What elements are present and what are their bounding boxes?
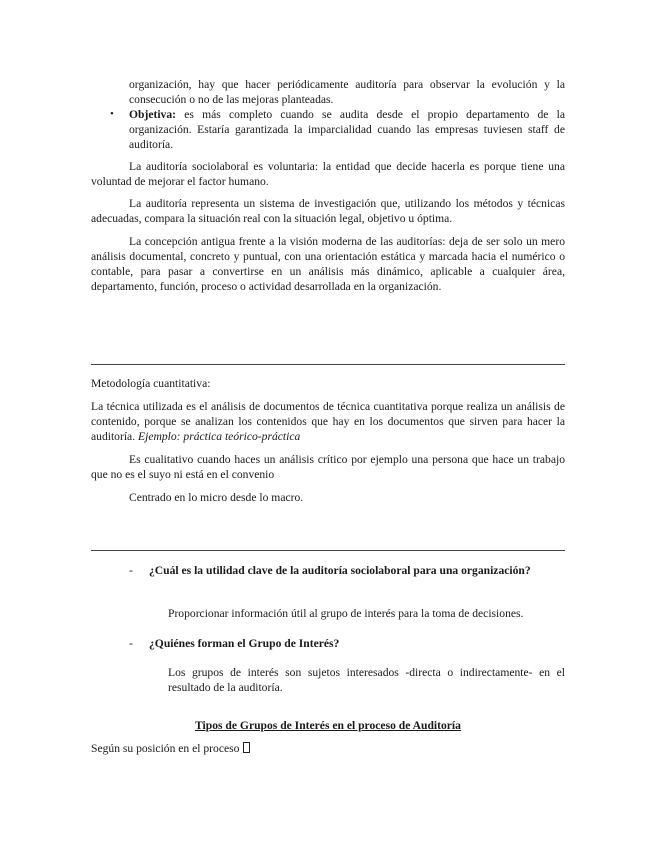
section-divider bbox=[91, 364, 565, 365]
paragraph-text bbox=[91, 741, 565, 756]
section-divider bbox=[91, 550, 565, 551]
question-grupo bbox=[129, 636, 565, 651]
heading-tipos: Tipos de Grupos de Interés en el proceso de Auditoría bbox=[195, 719, 461, 732]
dash-marker: - bbox=[129, 637, 133, 650]
bullet-body: es más completo cuando se audita desde el propio departamento de la organización. Estaría garantizada la imparcialidad cuando las empresas tuviesen staff de auditoría. bbox=[129, 108, 565, 151]
bullet-label: Objetiva: bbox=[129, 108, 177, 121]
continuation-text: organización, hay que hacer periódicamente auditoría para observar la evolución y la consecución o no de las mejoras planteadas. bbox=[129, 78, 565, 106]
question-text: ¿Quiénes forman el Grupo de Interés? bbox=[149, 637, 340, 650]
continuation-paragraph bbox=[129, 77, 565, 107]
paragraph-text: La auditoría representa un sistema de investigación que, utilizando los métodos y técnicas adecuadas, compara la situación real con la situación legal, objetivo u óptima. bbox=[91, 197, 565, 225]
bullet-icon: • bbox=[110, 108, 114, 120]
answer-grupo bbox=[168, 665, 565, 695]
bullet-item-objetiva bbox=[110, 107, 565, 152]
dash-marker: - bbox=[129, 564, 133, 577]
question-text: ¿Cuál es la utilidad clave de la auditoría sociolaboral para una organización? bbox=[149, 564, 531, 577]
paragraph-posicion bbox=[91, 741, 565, 756]
paragraph-text: Centrado en lo micro desde lo macro. bbox=[129, 491, 304, 504]
paragraph-body: La técnica utilizada es el análisis de documentos de técnica cuantitativa porque realiza un análisis de contenido, porque se analizan los contenidos que hay en los documentos que sirven para hacer la auditoría. bbox=[91, 400, 565, 443]
paragraph-centrado bbox=[91, 490, 565, 505]
paragraph-voluntaria bbox=[91, 159, 565, 189]
paragraph-body: Según su posición en el proceso bbox=[91, 742, 240, 755]
answer-utilidad bbox=[168, 606, 565, 621]
section-title-metodologia bbox=[91, 376, 565, 391]
paragraph-text: La auditoría sociolaboral es voluntaria: la entidad que decide hacerla es porque tiene una voluntad de mejorar el factor humano. bbox=[91, 160, 565, 188]
paragraph-text: La concepción antigua frente a la visión moderna de las auditorías: deja de ser solo un mero análisis documental, concreto y puntual, con una orientación estática y marcada hacia el numérico o contable, para pasar a convertirse en un análisis más dinámico, aplicable a cualquier área, departamento, función, proceso o actividad desarrollada en la organización. bbox=[91, 235, 565, 293]
checkbox-glyph-icon bbox=[243, 742, 250, 753]
paragraph-concepcion bbox=[91, 234, 565, 294]
paragraph-text bbox=[91, 399, 565, 444]
question-utilidad bbox=[129, 563, 565, 578]
example-italic: Ejemplo: práctica teórico-práctica bbox=[138, 430, 301, 443]
bullet-text bbox=[129, 107, 565, 152]
paragraph-sistema bbox=[91, 196, 565, 226]
paragraph-text: Es cualitativo cuando haces un análisis crítico por ejemplo una persona que hace un trabajo que no es el suyo ni está en el convenio bbox=[91, 453, 565, 481]
section-title: Metodología cuantitativa: bbox=[91, 377, 211, 390]
answer-text: Proporcionar información útil al grupo de interés para la toma de decisiones. bbox=[168, 607, 524, 620]
answer-text: Los grupos de interés son sujetos interesados -directa o indirectamente- en el resultado de la auditoría. bbox=[168, 666, 565, 694]
paragraph-cualitativo bbox=[91, 452, 565, 482]
paragraph-tecnica bbox=[91, 399, 565, 444]
